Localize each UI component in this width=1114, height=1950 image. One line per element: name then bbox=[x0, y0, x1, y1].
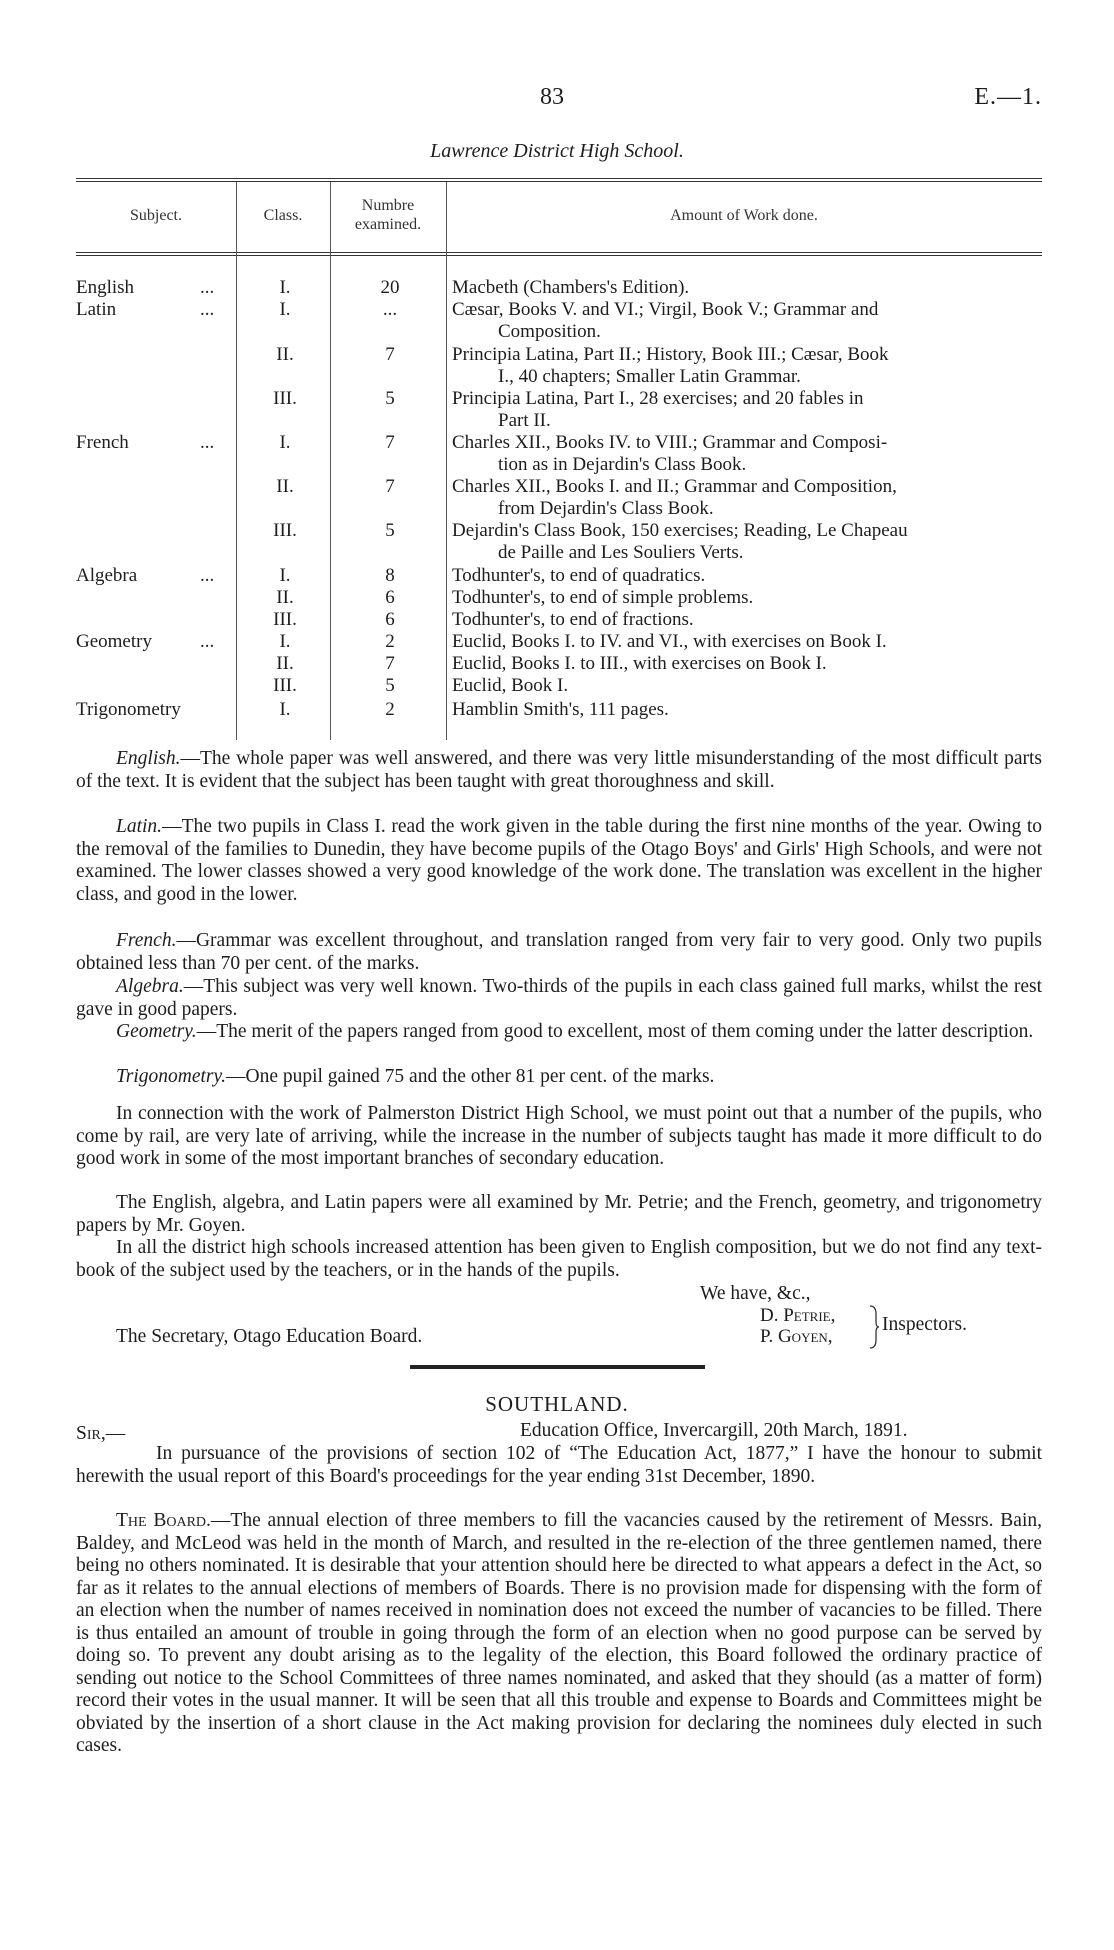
subject-cell: Algebra bbox=[76, 565, 138, 586]
remark-text: —The two pupils in Class I. read the work given in the table during the first nine months of the year. Owing to the removal of the families to Dunedin, they have become pupils of the Otago Boys' and Girls' High Schools, and were not examined. The lower classes showed a very good knowledge of the work done. The translation was excellent in the higher class, and good in the lower. bbox=[76, 816, 1042, 905]
number-cell: ... bbox=[382, 299, 398, 320]
header-number-line2: examined. bbox=[354, 216, 422, 233]
leader-dots: ... bbox=[200, 631, 215, 652]
paragraph-text: In all the district high schools increased attention has been given to English composition, but we do not find any text-book of the subject used by the teachers, or in the hands of the pupils. bbox=[76, 1237, 1042, 1281]
remark-text: —One pupil gained 75 and the other 81 per cent. of the marks. bbox=[225, 1066, 715, 1087]
number-cell: 7 bbox=[385, 432, 395, 453]
page-number: 83 bbox=[540, 84, 564, 110]
table-top-rule bbox=[76, 178, 1042, 179]
class-cell: I. bbox=[279, 432, 291, 453]
work-line: Todhunter's, to end of simple problems. bbox=[452, 587, 754, 608]
dateline: Education Office, Invercargill, 20th March, 1891. bbox=[520, 1420, 908, 1441]
document-reference: E.—1. bbox=[974, 84, 1042, 110]
class-cell: II. bbox=[276, 476, 294, 497]
number-cell: 7 bbox=[385, 344, 395, 365]
class-cell: I. bbox=[279, 565, 291, 586]
number-cell: 8 bbox=[385, 565, 395, 586]
work-cell bbox=[452, 699, 1048, 721]
closing-paragraph bbox=[76, 1103, 1042, 1171]
work-line: Charles XII., Books IV. to VIII.; Grammar and Composi- bbox=[452, 432, 888, 453]
column-divider bbox=[330, 182, 331, 740]
work-cell bbox=[452, 653, 1048, 675]
section-heading: SOUTHLAND. bbox=[485, 1392, 629, 1416]
number-cell: 7 bbox=[385, 476, 395, 497]
work-line: Principia Latina, Part I., 28 exercises; and 20 fables in bbox=[452, 388, 864, 409]
table-top-rule-2 bbox=[76, 181, 1042, 182]
number-cell: 5 bbox=[385, 520, 395, 541]
paragraph-text: In pursuance of the provisions of section 102 of “The Education Act, 1877,” I have the honour to submit herewith the usual report of this Board's proceedings for the year ending 31st December, 1890. bbox=[76, 1443, 1042, 1487]
class-cell: III. bbox=[273, 675, 297, 696]
class-cell: II. bbox=[276, 653, 294, 674]
remark-label: Latin. bbox=[116, 816, 163, 837]
remark-text: —The whole paper was well answered, and there was very little misunderstanding of the most difficult parts of the text. It is evident that the subject has been taught with great thoroughness and skill. bbox=[76, 748, 1042, 792]
work-line-continued: de Paille and Les Souliers Verts. bbox=[498, 542, 744, 563]
class-cell: I. bbox=[279, 299, 291, 320]
work-cell bbox=[452, 520, 1048, 564]
work-cell bbox=[452, 432, 1048, 476]
number-cell: 2 bbox=[385, 699, 395, 720]
class-cell: I. bbox=[279, 699, 291, 720]
class-cell: II. bbox=[276, 587, 294, 608]
class-cell: III. bbox=[273, 609, 297, 630]
header-class: Class. bbox=[263, 207, 303, 224]
column-divider bbox=[446, 182, 447, 740]
number-cell: 5 bbox=[385, 388, 395, 409]
remark-label: French. bbox=[116, 930, 177, 951]
salutation: Sir,— bbox=[76, 1423, 126, 1444]
work-line: Macbeth (Chambers's Edition). bbox=[452, 277, 690, 298]
work-line: Principia Latina, Part II.; History, Book III.; Cæsar, Book bbox=[452, 344, 889, 365]
class-cell: I. bbox=[279, 631, 291, 652]
section-divider bbox=[410, 1365, 705, 1369]
paragraph-text: In connection with the work of Palmerston District High School, we must point out that a number of the pupils, who come by rail, are very late of arriving, while the increase in the number of subjects taught has made it more difficult to do good work in some of the most important branches of secondary education. bbox=[76, 1103, 1042, 1169]
class-cell: I. bbox=[279, 277, 291, 298]
number-cell: 6 bbox=[385, 609, 395, 630]
remark-text: —The merit of the papers ranged from good to excellent, most of them coming under the latter description. bbox=[196, 1021, 1034, 1042]
class-cell: III. bbox=[273, 388, 297, 409]
paragraph-label: The Board. bbox=[116, 1510, 211, 1531]
header-subject: Subject. bbox=[130, 207, 182, 224]
leader-dots: ... bbox=[200, 277, 215, 298]
southland-board-paragraph bbox=[76, 1510, 1042, 1758]
leader-dots: ... bbox=[200, 299, 215, 320]
work-cell bbox=[452, 587, 1048, 609]
work-line: Euclid, Books I. to III., with exercises on Book I. bbox=[452, 653, 827, 674]
subject-cell: French bbox=[76, 432, 129, 453]
paragraph-text: —The annual election of three members to fill the vacancies caused by the retirement of Messrs. Bain, Baldey, and McLeod was held in the month of March, and resulted in the re-election of the three gentlemen named, there being no others nominated. It is desirable that your attention should here be directed to what appears a defect in the Act, so far as it relates to the annual elections of members of Boards. There is no provision made for dispensing with the form of an election when the number of names received in nomination does not exceed the number of vacancies to be filled. There is thus entailed an amount of trouble in going through the form of an election when no good purpose can be served by doing so. To prevent any doubt arising as to the legality of the election, this Board followed the ordinary practice of sending out notice to the School Committees of three names nominated, and asked that they should (as a matter of form) record their votes in the usual manner. It will be seen that all this trouble and expense to Boards and Committees might be obviated by the insertion of a short clause in the Act making provision for declaring the nominees duly elected in such cases. bbox=[76, 1510, 1042, 1756]
work-line: Charles XII., Books I. and II.; Grammar and Composition, bbox=[452, 476, 897, 497]
header-number-line1: Numbre bbox=[361, 197, 415, 214]
closing-paragraph bbox=[76, 1192, 1042, 1237]
remark-label: Algebra. bbox=[116, 976, 184, 997]
remark-label: Trigonometry. bbox=[116, 1066, 226, 1087]
valediction: We have, &c., bbox=[700, 1283, 811, 1304]
number-cell: 6 bbox=[385, 587, 395, 608]
work-cell bbox=[452, 631, 1048, 653]
work-line: Cæsar, Books V. and VI.; Virgil, Book V.; Grammar and bbox=[452, 299, 879, 320]
number-cell: 7 bbox=[385, 653, 395, 674]
school-title: Lawrence District High School. bbox=[430, 140, 684, 162]
closing-paragraph bbox=[76, 1237, 1042, 1282]
signer-brace bbox=[868, 1304, 880, 1350]
remark-geometry bbox=[76, 1021, 1042, 1044]
subject-cell: Latin bbox=[76, 299, 117, 320]
work-line-continued: tion as in Dejardin's Class Book. bbox=[498, 454, 747, 475]
subject-cell: English bbox=[76, 277, 135, 298]
remark-trigonometry bbox=[76, 1066, 1042, 1089]
number-cell: 20 bbox=[380, 277, 400, 298]
work-cell bbox=[452, 609, 1048, 631]
class-cell: II. bbox=[276, 344, 294, 365]
addressee: The Secretary, Otago Education Board. bbox=[116, 1326, 423, 1347]
table-header-rule bbox=[76, 252, 1042, 253]
number-cell: 5 bbox=[385, 675, 395, 696]
work-line: Euclid, Book I. bbox=[452, 675, 569, 696]
work-cell bbox=[452, 476, 1048, 520]
signer-petrie: D. Petrie, bbox=[760, 1305, 836, 1326]
work-line-continued: I., 40 chapters; Smaller Latin Grammar. bbox=[498, 366, 801, 387]
work-line-continued: Composition. bbox=[498, 321, 601, 342]
work-cell bbox=[452, 388, 1048, 432]
remark-label: English. bbox=[116, 748, 181, 769]
column-divider bbox=[236, 182, 237, 740]
remark-latin bbox=[76, 816, 1042, 906]
work-line: Dejardin's Class Book, 150 exercises; Reading, Le Chapeau bbox=[452, 520, 908, 541]
table-header-rule-2 bbox=[76, 255, 1042, 256]
number-cell: 2 bbox=[385, 631, 395, 652]
class-cell: III. bbox=[273, 520, 297, 541]
remark-label: Geometry. bbox=[116, 1021, 197, 1042]
remark-algebra bbox=[76, 976, 1042, 1021]
header-work: Amount of Work done. bbox=[670, 207, 818, 224]
inspectors-label: Inspectors. bbox=[882, 1314, 968, 1335]
work-line: Todhunter's, to end of fractions. bbox=[452, 609, 694, 630]
work-line: Euclid, Books I. to IV. and VI., with exercises on Book I. bbox=[452, 631, 887, 652]
work-cell bbox=[452, 675, 1048, 697]
leader-dots: ... bbox=[200, 565, 215, 586]
remark-english bbox=[76, 748, 1042, 793]
remark-text: —This subject was very well known. Two-thirds of the pupils in each class gained full marks, whilst the rest gave in good papers. bbox=[76, 976, 1042, 1020]
work-cell bbox=[452, 277, 1048, 299]
work-cell bbox=[452, 299, 1048, 343]
remark-text: —Grammar was excellent throughout, and translation ranged from very fair to very good. Only two pupils obtained less than 70 per cent. of the marks. bbox=[76, 930, 1042, 974]
signer-goyen: P. Goyen, bbox=[760, 1326, 833, 1347]
work-line-continued: from Dejardin's Class Book. bbox=[498, 498, 714, 519]
work-cell bbox=[452, 344, 1048, 388]
work-line: Hamblin Smith's, 111 pages. bbox=[452, 699, 669, 720]
subject-cell: Geometry bbox=[76, 631, 152, 652]
subject-cell: Trigonometry bbox=[76, 699, 181, 720]
remark-french bbox=[76, 930, 1042, 975]
header-number bbox=[330, 196, 446, 234]
leader-dots: ... bbox=[200, 432, 215, 453]
work-line: Todhunter's, to end of quadratics. bbox=[452, 565, 706, 586]
paragraph-text: The English, algebra, and Latin papers were all examined by Mr. Petrie; and the French, geometry, and trigonometry papers by Mr. Goyen. bbox=[76, 1192, 1042, 1236]
southland-paragraph bbox=[76, 1443, 1042, 1488]
work-cell bbox=[452, 565, 1048, 587]
work-line-continued: Part II. bbox=[498, 410, 551, 431]
